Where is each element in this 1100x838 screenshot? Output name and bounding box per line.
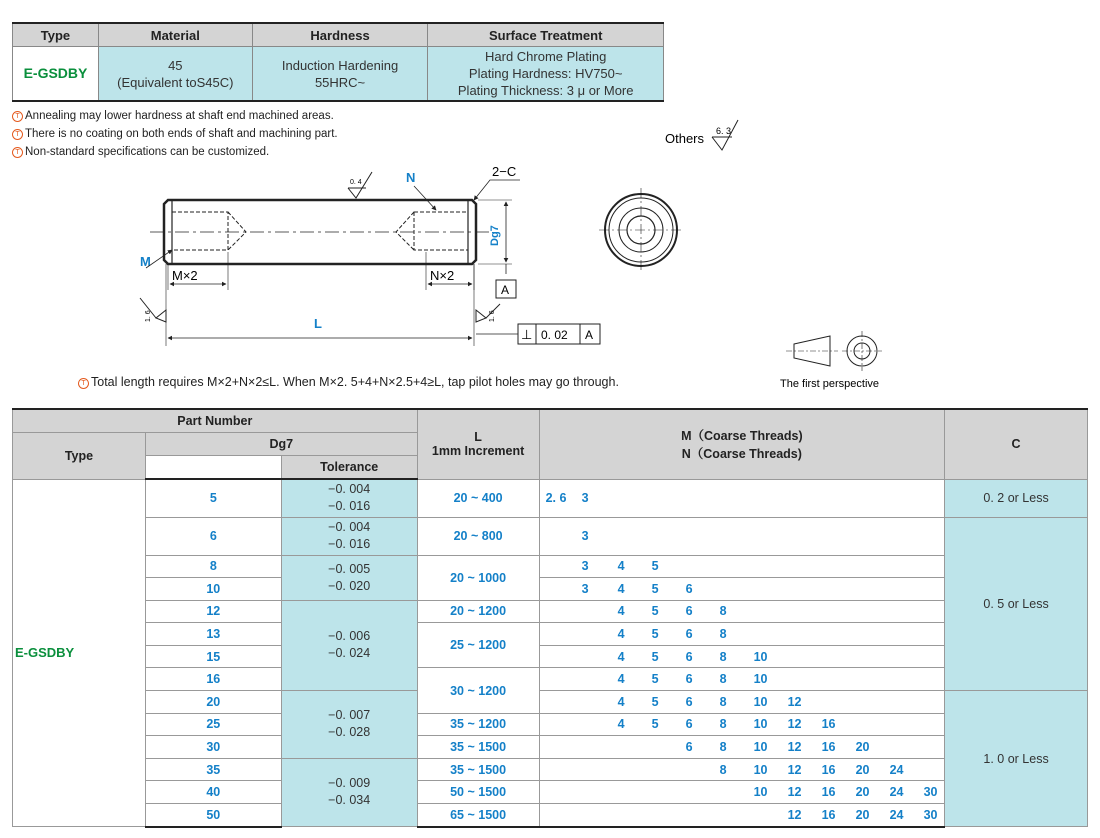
row-dg7: 16 [145,668,281,691]
thread-size: 3 [581,581,589,596]
spec-header-hardness: Hardness [252,23,428,47]
row-dg7: 12 [145,600,281,623]
thread-size: 8 [719,627,727,642]
roughness-symbol-right-icon [476,304,500,322]
note-1 [12,110,334,122]
header-l-text: L [474,430,482,445]
row-length: 20 ~ 800 [417,517,539,555]
tolerance-value: −0. 020 [328,578,371,593]
thread-size: 4 [617,649,625,664]
table-row [13,758,1088,781]
others-label: Others [665,131,705,146]
thread-size: 10 [753,694,768,709]
thread-size: 8 [719,762,727,777]
row-threads [539,758,945,781]
row-tolerance [281,555,417,600]
row-length: 20 ~ 1200 [417,600,539,623]
thread-size: 12 [787,785,802,800]
thread-size: 8 [719,604,727,619]
row-length: 30 ~ 1200 [417,668,539,713]
table-row [13,713,1088,736]
label-mx2: M×2 [172,268,198,283]
note-2 [12,128,338,140]
note-mark-icon: T [12,129,23,140]
table-row [13,781,1088,804]
thread-size: 4 [617,581,625,596]
spec-surface-line: Plating Thickness: 3 μ or More [457,83,634,98]
spec-surface-line: Plating Hardness: HV750~ [468,66,623,81]
row-threads [539,691,945,714]
spec-surface-line: Hard Chrome Plating [485,49,607,64]
row-threads [539,555,945,578]
note-mark-icon: T [12,111,23,122]
spec-hardness-line: Induction Hardening [281,57,399,73]
spec-hardness [252,47,428,102]
roughness-top-value: 0. 4 [350,179,362,186]
table-row [13,578,1088,601]
thread-size: 16 [821,807,836,822]
thread-size: 8 [719,717,727,732]
header-threads [539,409,945,479]
label-n: N [406,170,416,185]
table-row [13,736,1088,759]
thread-size: 16 [821,762,836,777]
first-perspective-label: The first perspective [780,378,880,390]
row-length: 35 ~ 1500 [417,758,539,781]
row-dg7: 15 [145,645,281,668]
note-mark-icon: T [12,147,23,158]
header-part-number: Part Number [13,409,418,433]
thread-size: 16 [821,785,836,800]
spec-surface [428,47,664,102]
thread-size: 20 [855,762,870,777]
thread-size: 16 [821,717,836,732]
spec-hardness-line: 55HRC~ [314,74,366,90]
thread-size: 10 [753,672,768,687]
spec-type: E-GSDBY [13,47,99,102]
row-dg7: 5 [145,479,281,517]
spec-material [98,47,252,102]
spec-header-row [13,23,664,47]
thread-size: 3 [581,491,589,505]
table-row [13,623,1088,646]
header-m-text: M（Coarse Threads) [681,429,803,444]
spec-header-type: Type [13,23,99,47]
thread-size: 10 [753,740,768,755]
spec-material-line: (Equivalent toS45C) [117,74,234,90]
thread-size: 8 [719,649,727,664]
thread-size: 2. 6 [545,491,567,505]
row-length: 25 ~ 1200 [417,623,539,668]
total-length-note [78,375,619,389]
row-c: 0. 5 or Less [945,517,1088,691]
thread-size: 10 [753,649,768,664]
thread-size: 6 [685,717,693,732]
label-datum-a: A [501,283,510,297]
label-m: M [140,254,151,269]
row-c: 1. 0 or Less [945,691,1088,827]
thread-size: 4 [617,717,625,732]
row-dg7: 35 [145,758,281,781]
perpendicularity-datum: A [585,328,594,342]
row-threads [539,479,945,517]
roughness-left-value: 1. 6 [145,310,152,322]
header-l [417,409,539,479]
thread-size: 4 [617,559,625,574]
header-dg7-blank [145,456,281,480]
thread-size: 24 [889,785,904,800]
row-threads [539,713,945,736]
row-threads [539,668,945,691]
thread-size: 8 [719,672,727,687]
thread-size: 4 [617,604,625,619]
thread-size: 5 [651,694,659,709]
total-length-text: Total length requires M×2+N×2≤L. When M×2. 5+4+N×2.5+4≥L, tap pilot holes may go through. [91,375,619,389]
table-row [13,804,1088,827]
table-row [13,555,1088,578]
thread-size: 30 [923,807,938,822]
tolerance-value: −0. 004 [328,482,371,497]
tolerance-value: −0. 028 [328,725,371,740]
header-n-text: N（Coarse Threads) [681,447,802,462]
thread-size: 6 [685,672,693,687]
thread-size: 20 [855,740,870,755]
label-l: L [314,316,322,331]
spec-header-material: Material [98,23,252,47]
row-tolerance [281,758,417,826]
thread-size: 8 [719,740,727,755]
row-length: 35 ~ 1200 [417,713,539,736]
thread-size: 5 [651,581,659,596]
thread-size: 20 [855,807,870,822]
row-dg7: 10 [145,578,281,601]
tolerance-value: −0. 009 [328,776,371,791]
thread-size: 12 [787,807,802,822]
row-dg7: 20 [145,691,281,714]
tolerance-value: −0. 007 [328,708,371,723]
thread-size: 6 [685,694,693,709]
row-dg7: 6 [145,517,281,555]
thread-size: 4 [617,672,625,687]
spec-material-line: 45 [168,57,183,73]
row-length: 35 ~ 1500 [417,736,539,759]
row-threads [539,623,945,646]
label-dg7: Dg7 [489,225,501,246]
note-3 [12,146,269,158]
spec-table [12,22,664,102]
tolerance-value: −0. 034 [328,793,371,808]
thread-size: 5 [651,559,659,574]
thread-size: 4 [617,627,625,642]
label-2c: 2−C [492,164,517,179]
tolerance-value: −0. 024 [328,646,371,661]
tolerance-value: −0. 004 [328,520,371,534]
thread-size: 3 [581,529,589,543]
note-text: Annealing may lower hardness at shaft end machined areas. [25,110,334,122]
row-threads [539,736,945,759]
table-row [13,517,1088,555]
row-dg7: 25 [145,713,281,736]
thread-size: 24 [889,762,904,777]
thread-size: 6 [685,604,693,619]
tolerance-value: −0. 006 [328,629,371,644]
header-type: Type [13,433,146,480]
row-dg7: 50 [145,804,281,827]
spec-value-row [13,47,664,102]
row-tolerance [281,517,417,555]
row-tolerance [281,600,417,690]
table-row [13,600,1088,623]
thread-size: 10 [753,762,768,777]
first-perspective-icon [786,331,882,371]
shaft-body [150,200,490,264]
row-length: 50 ~ 1500 [417,781,539,804]
parts-header-row [13,409,1088,433]
row-threads [539,645,945,668]
thread-size: 6 [685,649,693,664]
row-threads [539,600,945,623]
tolerance-value: −0. 005 [328,561,371,576]
perpendicularity-icon: ⊥ [521,327,533,342]
thread-size: 12 [787,740,802,755]
table-row [13,668,1088,691]
row-type: E-GSDBY [13,479,146,827]
row-length: 65 ~ 1500 [417,804,539,827]
thread-size: 6 [685,581,693,596]
thread-size: 20 [855,785,870,800]
tolerance-value: −0. 016 [328,499,371,514]
thread-size: 5 [651,604,659,619]
thread-size: 24 [889,807,904,822]
row-tolerance [281,691,417,759]
row-threads [539,804,945,827]
header-dg7: Dg7 [145,433,417,456]
row-dg7: 8 [145,555,281,578]
tolerance-value: −0. 016 [328,537,371,551]
roughness-main-value: 6. 3 [716,126,732,136]
thread-size: 5 [651,649,659,664]
note-text: Non-standard specifications can be customized. [25,146,270,158]
row-threads [539,578,945,601]
thread-size: 6 [685,627,693,642]
thread-size: 12 [787,762,802,777]
thread-size: 12 [787,717,802,732]
thread-size: 5 [651,627,659,642]
row-c: 0. 2 or Less [945,479,1088,517]
thread-size: 30 [923,785,938,800]
spec-header-surface: Surface Treatment [428,23,664,47]
thread-size: 6 [685,740,693,755]
roughness-right-value: 1. 6 [489,310,496,322]
roughness-symbol-left-icon [140,298,166,322]
row-length: 20 ~ 1000 [417,555,539,600]
table-row [13,691,1088,714]
header-c: C [945,409,1088,479]
thread-size: 10 [753,717,768,732]
row-length: 20 ~ 400 [417,479,539,517]
thread-size: 16 [821,740,836,755]
note-text: There is no coating on both ends of shaft and machining part. [25,128,338,140]
perpendicularity-value: 0. 02 [541,328,568,342]
row-dg7: 13 [145,623,281,646]
thread-size: 12 [787,694,802,709]
thread-size: 8 [719,694,727,709]
note-mark-icon: T [78,378,89,389]
row-dg7: 40 [145,781,281,804]
header-l-sub: 1mm Increment [431,444,525,459]
thread-size: 10 [753,785,768,800]
table-row [13,645,1088,668]
parts-table [12,408,1088,828]
thread-size: 5 [651,672,659,687]
thread-size: 5 [651,717,659,732]
row-threads [539,517,945,555]
row-tolerance [281,479,417,517]
shaft-end-view [599,188,683,272]
row-threads [539,781,945,804]
parts-body [13,479,1088,827]
thread-size: 3 [581,559,589,574]
label-nx2: N×2 [430,268,455,283]
header-tolerance: Tolerance [281,456,417,480]
row-dg7: 30 [145,736,281,759]
table-row [13,479,1088,517]
thread-size: 4 [617,694,625,709]
